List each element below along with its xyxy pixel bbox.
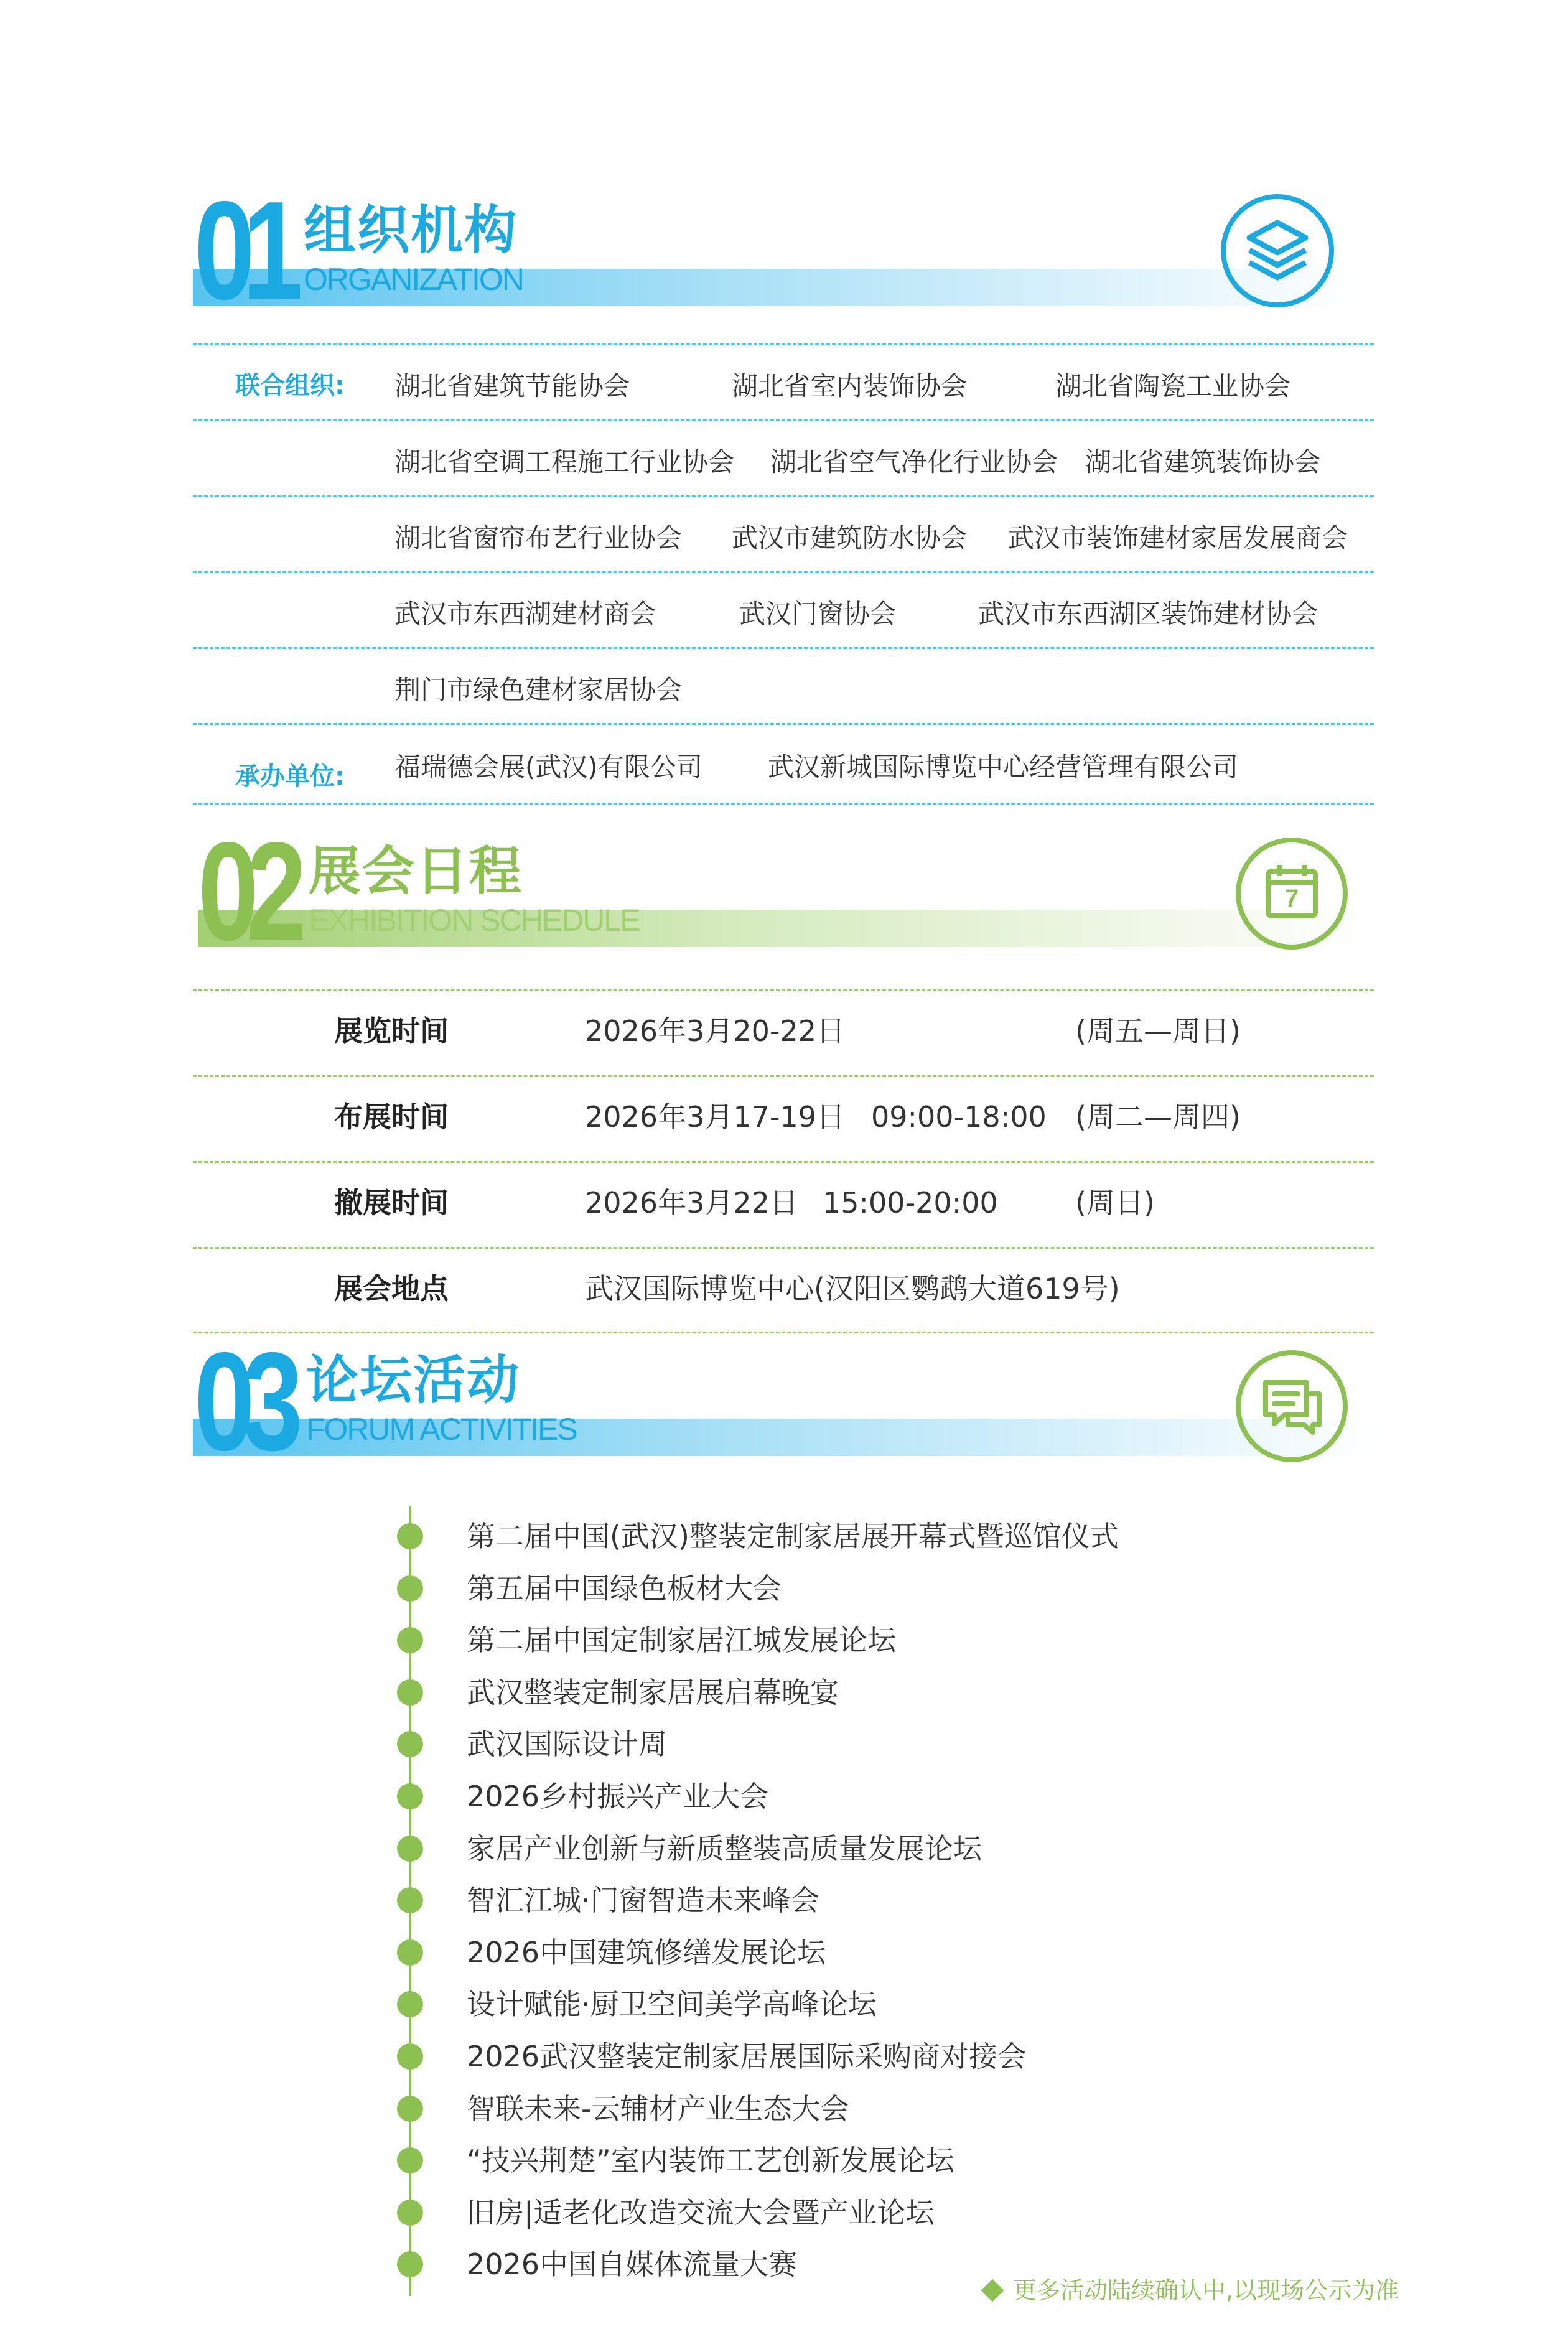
org-item: 武汉市建筑防水协会	[732, 523, 968, 553]
forum-item: “技兴荆楚”室内装饰工艺创新发展论坛	[467, 2144, 954, 2177]
timeline-dot	[397, 1679, 423, 1706]
chat-icon	[1236, 1350, 1348, 1462]
section-number: 01	[194, 172, 291, 329]
divider	[193, 343, 1374, 345]
org-item: 湖北省空调工程施工行业协会	[394, 447, 735, 477]
timeline-dot	[397, 1523, 423, 1549]
layers-icon	[1221, 194, 1334, 307]
org-item: 湖北省室内装饰协会	[732, 371, 968, 401]
org-item: 武汉市装饰建材家居发展商会	[1008, 523, 1348, 553]
section-subtitle: EXHIBITION SCHEDULE	[309, 903, 640, 938]
host-item: 武汉新城国际博览中心经营管理有限公司	[768, 752, 1239, 782]
host-item: 福瑞德会展(武汉)有限公司	[394, 752, 702, 782]
org-item: 荆门市绿色建材家居协会	[394, 674, 683, 705]
org-item: 湖北省空气净化行业协会	[770, 447, 1058, 477]
schedule-time: 15:00-20:00	[823, 1186, 998, 1220]
divider	[193, 571, 1374, 573]
divider	[193, 1332, 1374, 1333]
org-item: 湖北省建筑装饰协会	[1085, 447, 1321, 477]
divider	[193, 495, 1374, 497]
schedule-date: 2026年3月17-19日	[585, 1100, 845, 1134]
forum-item: 第五届中国绿色板材大会	[467, 1572, 782, 1605]
timeline-dot	[397, 2200, 423, 2226]
schedule-days: (周五—周日)	[1075, 1014, 1241, 1048]
org-item: 武汉门窗协会	[739, 599, 897, 629]
schedule-days: (周日)	[1075, 1186, 1155, 1220]
org-item: 湖北省建筑节能协会	[394, 371, 630, 401]
section-number: 03	[194, 1323, 291, 1480]
timeline-dot	[397, 1991, 423, 2017]
schedule-date: 2026年3月22日	[585, 1186, 798, 1220]
divider	[193, 723, 1374, 725]
forum-item: 2026武汉整装定制家居展国际采购商对接会	[467, 2040, 1027, 2073]
schedule-label: 布展时间	[334, 1100, 449, 1134]
schedule-venue: 武汉国际博览中心(汉阳区鹦鹉大道619号)	[585, 1272, 1120, 1305]
section-subtitle: ORGANIZATION	[304, 262, 523, 297]
forum-item: 武汉整装定制家居展启幕晚宴	[467, 1676, 839, 1709]
forum-item: 智汇江城·门窗智造未来峰会	[467, 1883, 819, 1917]
org-item: 武汉市东西湖建材商会	[394, 599, 656, 629]
timeline-dot	[397, 1783, 423, 1809]
schedule-days: (周二—周四)	[1075, 1100, 1241, 1134]
forum-item: 设计赋能·厨卫空间美学高峰论坛	[467, 1987, 877, 2021]
forum-item: 武汉国际设计周	[467, 1727, 667, 1761]
timeline-dot	[397, 1887, 423, 1913]
timeline-dot	[397, 2147, 423, 2173]
forum-item: 家居产业创新与新质整装高质量发展论坛	[467, 1832, 982, 1865]
divider	[193, 989, 1374, 991]
schedule-label: 撤展时间	[334, 1186, 449, 1220]
timeline-dot	[397, 2096, 423, 2122]
divider	[193, 803, 1374, 805]
divider	[193, 1247, 1374, 1249]
forum-item: 2026中国建筑修缮发展论坛	[467, 1936, 826, 1969]
forum-item: 第二届中国(武汉)整装定制家居展开幕式暨巡馆仪式	[467, 1519, 1119, 1553]
schedule-date: 2026年3月20-22日	[585, 1014, 845, 1048]
divider	[193, 1075, 1374, 1077]
section-title: 组织机构	[304, 200, 518, 261]
calendar-day: 7	[1284, 885, 1299, 912]
section-title: 展会日程	[309, 841, 523, 902]
divider	[193, 647, 1374, 649]
divider	[193, 419, 1374, 421]
timeline-dot	[397, 1836, 423, 1862]
section-subtitle: FORUM ACTIVITIES	[306, 1412, 577, 1447]
host-label: 承办单位:	[235, 762, 345, 791]
joint-org-label: 联合组织:	[235, 371, 345, 400]
timeline-dot	[397, 1731, 423, 1757]
calendar-icon	[1236, 838, 1348, 950]
footer-note: 更多活动陆续确认中,以现场公示为准	[1013, 2277, 1399, 2304]
schedule-time: 09:00-18:00	[871, 1100, 1047, 1134]
timeline-dot	[397, 1575, 423, 1602]
forum-item: 2026乡村振兴产业大会	[467, 1780, 769, 1813]
org-item: 湖北省陶瓷工业协会	[1055, 371, 1291, 401]
section-number: 02	[198, 813, 294, 969]
diamond-icon	[981, 2279, 1004, 2302]
forum-item: 旧房|适老化改造交流大会暨产业论坛	[467, 2196, 935, 2229]
schedule-label: 展览时间	[334, 1014, 449, 1048]
section-title: 论坛活动	[306, 1350, 521, 1411]
timeline-dot	[397, 2043, 423, 2070]
org-item: 武汉市东西湖区装饰建材协会	[978, 599, 1318, 629]
timeline-dot	[397, 1627, 423, 1653]
timeline-dot	[397, 1939, 423, 1966]
schedule-label: 展会地点	[334, 1272, 449, 1305]
org-item: 湖北省窗帘布艺行业协会	[394, 523, 683, 553]
forum-item: 第二届中国定制家居江城发展论坛	[467, 1623, 896, 1657]
forum-item: 智联未来-云辅材产业生态大会	[467, 2092, 849, 2126]
divider	[193, 1161, 1374, 1163]
forum-item: 2026中国自媒体流量大赛	[467, 2247, 798, 2281]
timeline-dot	[397, 2251, 423, 2277]
